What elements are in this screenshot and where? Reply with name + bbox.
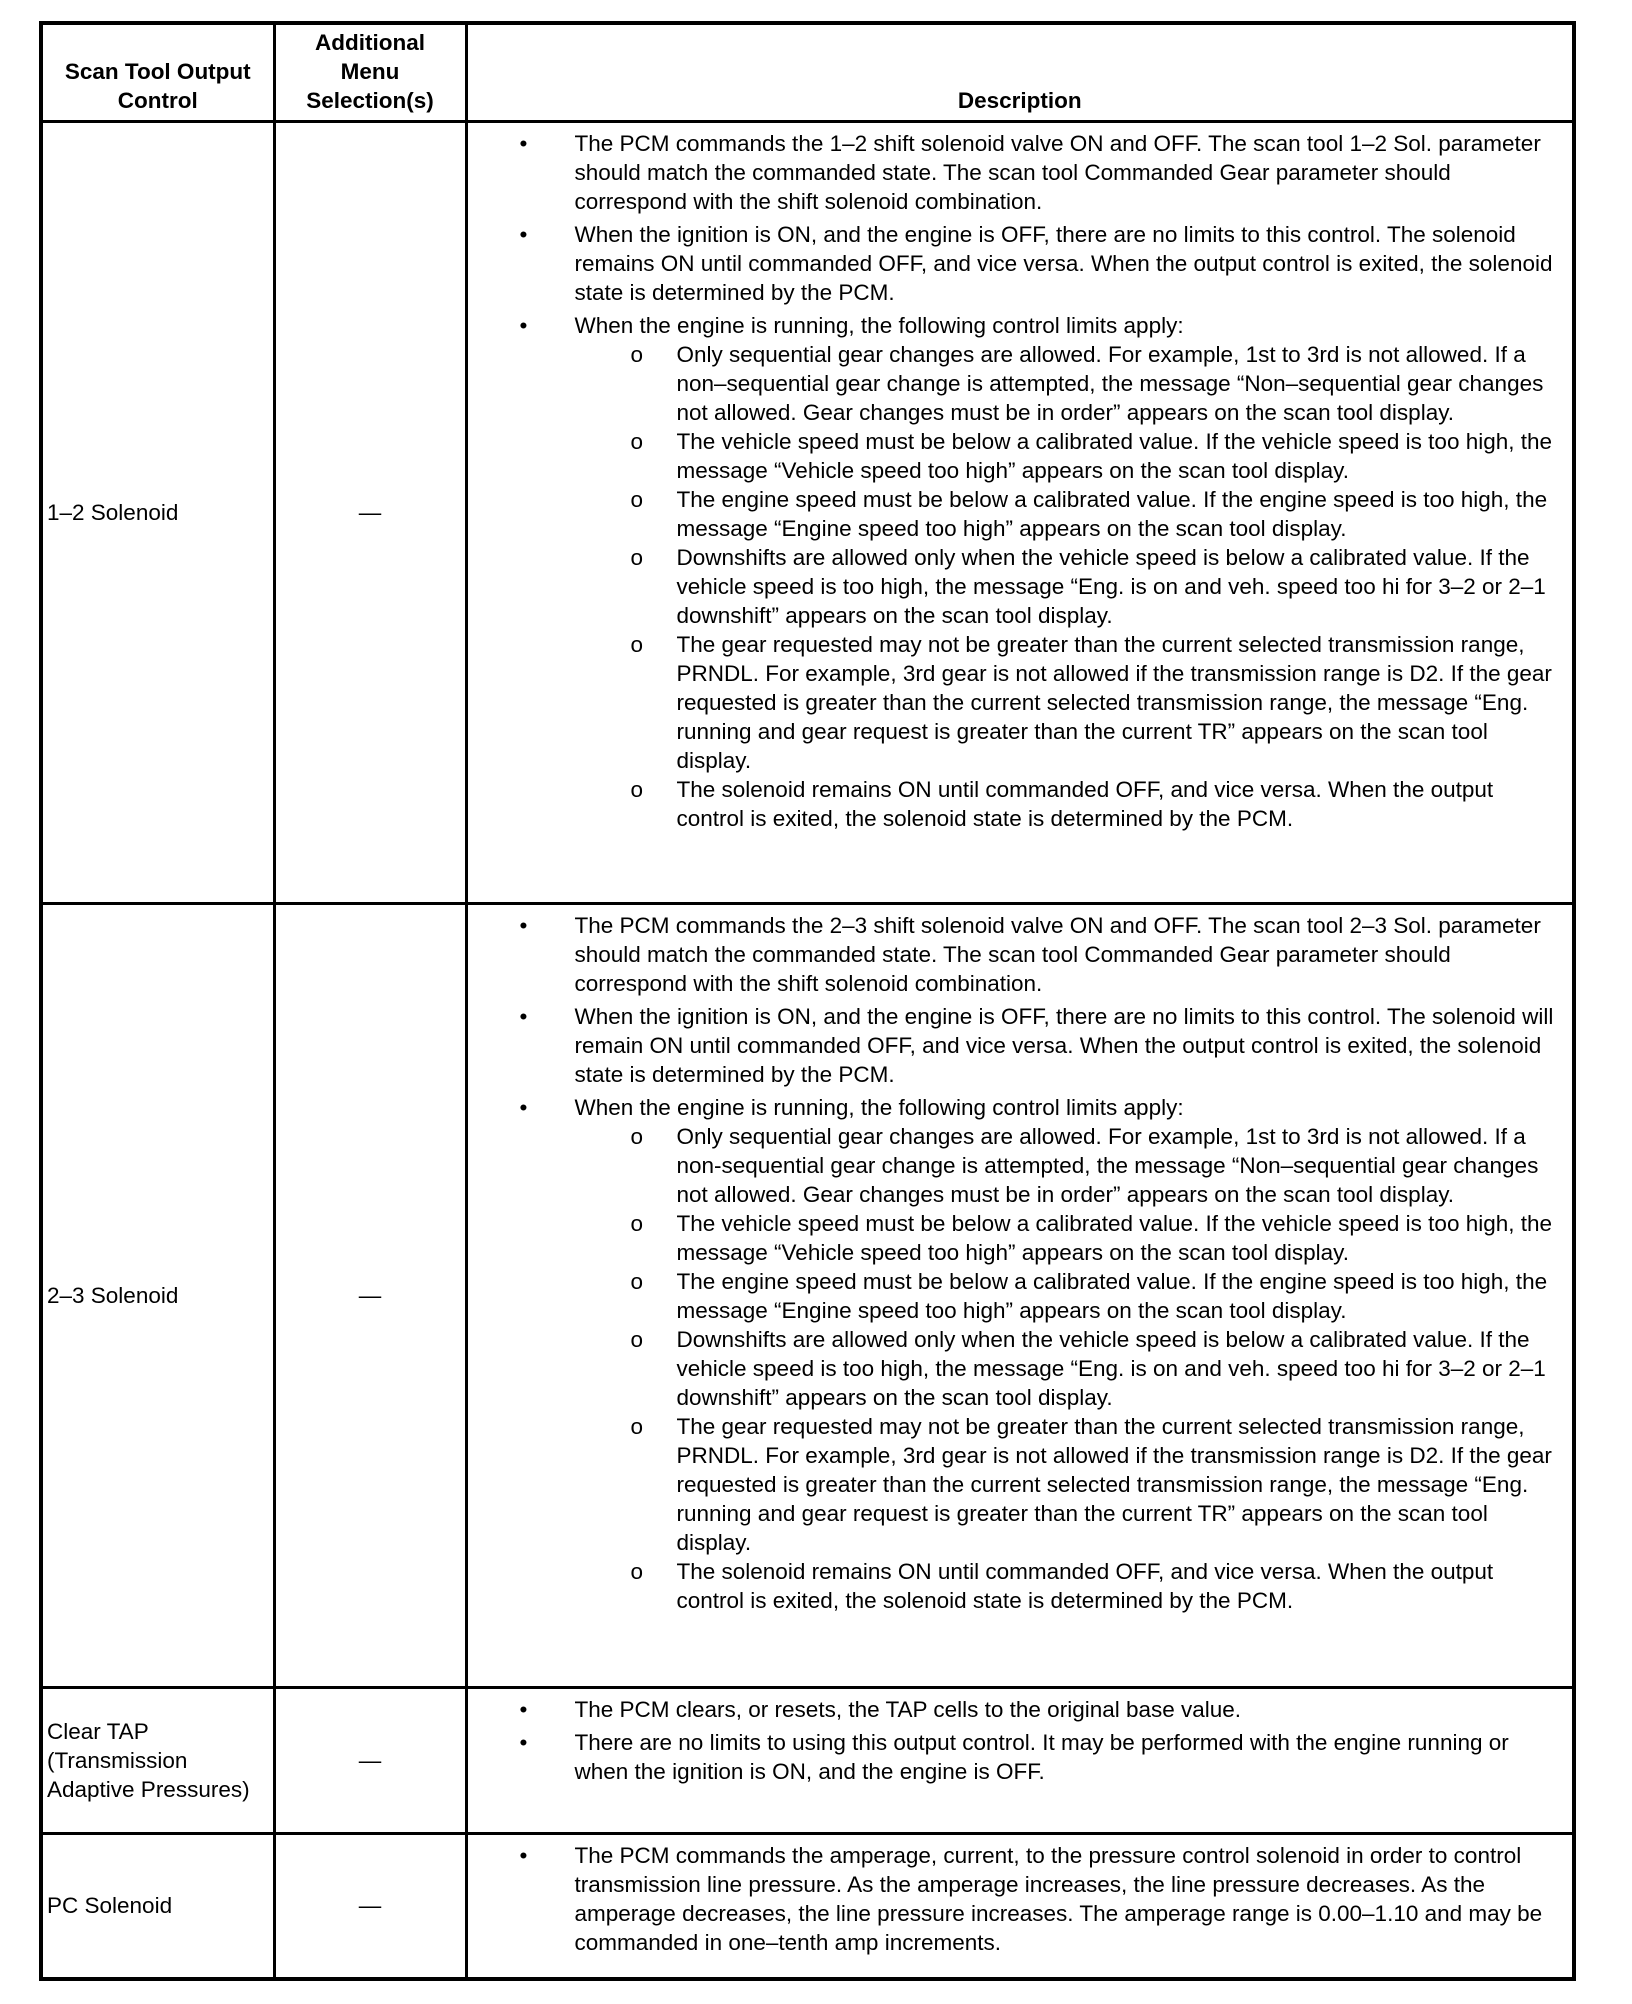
bullet-text: When the ignition is ON, and the engine is OFF, there are no limits to this control. The solenoid will remain ON until commanded OFF, and vice versa. When the output control is exited, the solenoid state is determined by the PCM.: [574, 1003, 1554, 1087]
sub-bullet-mark: o: [630, 1123, 644, 1149]
table-row: [41, 121, 1574, 903]
control-name: 1–2 Solenoid: [41, 121, 274, 903]
table-row: [41, 1833, 1574, 1979]
bullet-dot: •: [519, 221, 528, 247]
list-item: [468, 220, 1565, 307]
sub-list-item: [575, 485, 1565, 543]
sub-list-item: [575, 1412, 1565, 1557]
sub-list-item: [575, 1209, 1565, 1267]
header-row: [41, 23, 1574, 121]
bullet-text: When the engine is running, the following control limits apply:: [574, 1094, 1184, 1120]
sub-bullet-mark: o: [630, 1558, 644, 1584]
sub-list-item: [575, 1267, 1565, 1325]
list-item: [468, 129, 1565, 216]
header-description: Description: [466, 23, 1574, 121]
sub-bullet-text: The gear requested may not be greater than the current selected transmission range, PRNDL. For example, 3rd gear is not allowed if the transmission range is D2. If the gear requested is greater than the current selected transmission range, the message “Eng. running and gear request is greater than the current TR” appears on the scan tool display.: [676, 631, 1552, 773]
sub-bullet-text: The vehicle speed must be below a calibrated value. If the vehicle speed is too high, the message “Vehicle speed too high” appears on the scan tool display.: [676, 1210, 1553, 1265]
bullet-dot: •: [519, 1094, 528, 1120]
description-cell: [466, 121, 1574, 903]
sub-bullet-text: Downshifts are allowed only when the vehicle speed is below a calibrated value. If the vehicle speed is too high, the message “Eng. is on and veh. speed too hi for 3–2 or 2–1 downshift” appears on the scan tool display.: [676, 1326, 1546, 1410]
sub-list-item: [575, 543, 1565, 630]
sub-bullet-text: Only sequential gear changes are allowed. For example, 1st to 3rd is not allowed. If a non–sequential gear change is attempted, the message “Non–sequential gear changes not allowed. Gear changes must be in order” appears on the scan tool display.: [676, 341, 1544, 425]
control-name: 2–3 Solenoid: [41, 903, 274, 1687]
sub-bullet-list: [575, 340, 1565, 833]
sub-list-item: [575, 1122, 1565, 1209]
sub-bullet-text: The solenoid remains ON until commanded OFF, and vice versa. When the output control is exited, the solenoid state is determined by the PCM.: [676, 1558, 1494, 1613]
bullet-dot: •: [519, 1729, 528, 1755]
bullet-dot: •: [519, 1842, 528, 1868]
sub-bullet-mark: o: [630, 486, 644, 512]
header-menu: Additional Menu Selection(s): [274, 23, 466, 121]
list-item: [468, 911, 1565, 998]
sub-bullet-text: The vehicle speed must be below a calibrated value. If the vehicle speed is too high, the message “Vehicle speed too high” appears on the scan tool display.: [676, 428, 1553, 483]
list-item: [468, 1093, 1565, 1615]
bullet-list: [468, 129, 1565, 833]
sub-list-item: [575, 630, 1565, 775]
list-item: [468, 1728, 1565, 1786]
sub-bullet-mark: o: [630, 544, 644, 570]
list-item: [468, 1695, 1565, 1724]
bullet-list: [468, 1841, 1565, 1957]
sub-bullet-text: The gear requested may not be greater than the current selected transmission range, PRNDL. For example, 3rd gear is not allowed if the transmission range is D2. If the gear requested is greater than the current selected transmission range, the message “Eng. running and gear request is greater than the current TR” appears on the scan tool display.: [676, 1413, 1552, 1555]
bullet-text: The PCM commands the 2–3 shift solenoid valve ON and OFF. The scan tool 2–3 Sol. parameter should match the commanded state. The scan tool Commanded Gear parameter should correspond with the shift solenoid combination.: [574, 912, 1541, 996]
bullet-text: The PCM commands the amperage, current, to the pressure control solenoid in order to control transmission line pressure. As the amperage increases, the line pressure decreases. As the amperage decreases, the line pressure increases. The amperage range is 0.00–1.10 and may be commanded in one–tenth amp increments.: [574, 1842, 1543, 1955]
output-control-table: [39, 21, 1576, 1981]
bullet-text: When the ignition is ON, and the engine is OFF, there are no limits to this control. The solenoid remains ON until commanded OFF, and vice versa. When the output control is exited, the solenoid state is determined by the PCM.: [574, 221, 1553, 305]
sub-bullet-mark: o: [630, 1326, 644, 1352]
list-item: [468, 1841, 1565, 1957]
sub-bullet-mark: o: [630, 776, 644, 802]
table-row: [41, 1687, 1574, 1833]
sub-bullet-text: The engine speed must be below a calibrated value. If the engine speed is too high, the message “Engine speed too high” appears on the scan tool display.: [676, 486, 1548, 541]
control-name: PC Solenoid: [41, 1833, 274, 1979]
list-item: [468, 311, 1565, 833]
sub-list-item: [575, 427, 1565, 485]
sub-bullet-text: The engine speed must be below a calibrated value. If the engine speed is too high, the message “Engine speed too high” appears on the scan tool display.: [676, 1268, 1548, 1323]
header-control: Scan Tool Output Control: [41, 23, 274, 121]
sub-bullet-mark: o: [630, 1210, 644, 1236]
bullet-text: The PCM commands the 1–2 shift solenoid valve ON and OFF. The scan tool 1–2 Sol. parameter should match the commanded state. The scan tool Commanded Gear parameter should correspond with the shift solenoid combination.: [574, 130, 1541, 214]
control-name: Clear TAP (Transmission Adaptive Pressures): [41, 1687, 274, 1833]
bullet-dot: •: [519, 130, 528, 156]
sub-bullet-mark: o: [630, 1413, 644, 1439]
bullet-list: [468, 911, 1565, 1615]
sub-bullet-mark: o: [630, 631, 644, 657]
sub-bullet-mark: o: [630, 341, 644, 367]
description-cell: [466, 1687, 1574, 1833]
sub-list-item: [575, 340, 1565, 427]
sub-list-item: [575, 1557, 1565, 1615]
bullet-dot: •: [519, 1696, 528, 1722]
menu-selection: —: [274, 121, 466, 903]
menu-selection: —: [274, 1687, 466, 1833]
sub-bullet-mark: o: [630, 1268, 644, 1294]
bullet-text: The PCM clears, or resets, the TAP cells to the original base value.: [574, 1696, 1242, 1722]
sub-list-item: [575, 1325, 1565, 1412]
bullet-dot: •: [519, 312, 528, 338]
sub-bullet-text: Only sequential gear changes are allowed. For example, 1st to 3rd is not allowed. If a non-sequential gear change is attempted, the message “Non–sequential gear changes not allowed. Gear changes must be in order” appears on the scan tool display.: [676, 1123, 1539, 1207]
sub-bullet-mark: o: [630, 428, 644, 454]
list-item: [468, 1002, 1565, 1089]
menu-selection: —: [274, 903, 466, 1687]
bullet-dot: •: [519, 1003, 528, 1029]
table-row: [41, 903, 1574, 1687]
bullet-text: When the engine is running, the following control limits apply:: [574, 312, 1184, 338]
sub-bullet-text: Downshifts are allowed only when the vehicle speed is below a calibrated value. If the vehicle speed is too high, the message “Eng. is on and veh. speed too hi for 3–2 or 2–1 downshift” appears on the scan tool display.: [676, 544, 1546, 628]
bullet-list: [468, 1695, 1565, 1786]
menu-selection: —: [274, 1833, 466, 1979]
bullet-dot: •: [519, 912, 528, 938]
sub-bullet-list: [575, 1122, 1565, 1615]
description-cell: [466, 1833, 1574, 1979]
sub-bullet-text: The solenoid remains ON until commanded OFF, and vice versa. When the output control is exited, the solenoid state is determined by the PCM.: [676, 776, 1494, 831]
bullet-text: There are no limits to using this output control. It may be performed with the engine running or when the ignition is ON, and the engine is OFF.: [574, 1729, 1509, 1784]
sub-list-item: [575, 775, 1565, 833]
description-cell: [466, 903, 1574, 1687]
